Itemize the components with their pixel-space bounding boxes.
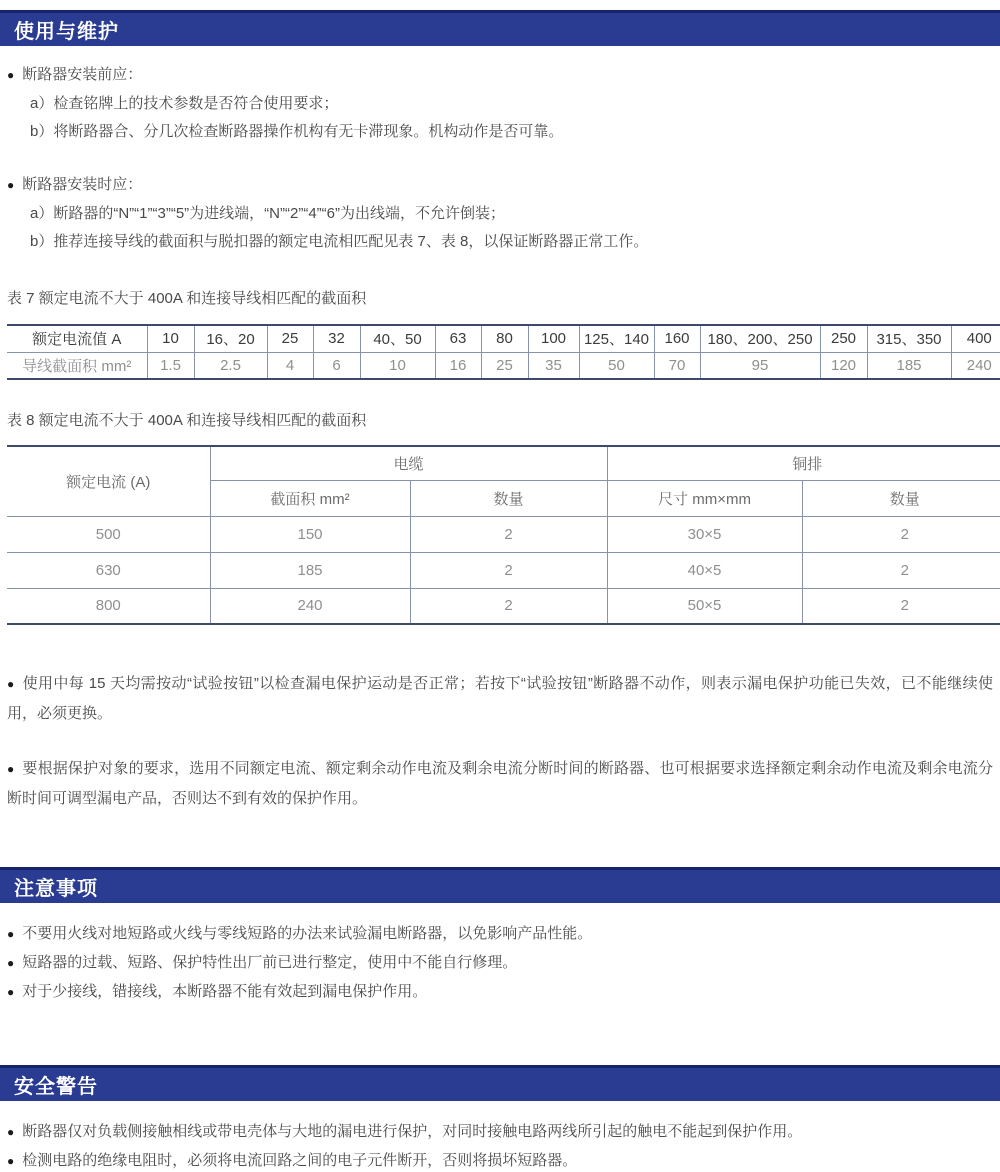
table8-header-cable: 电缆 <box>210 446 607 480</box>
notes-content <box>0 923 1000 1003</box>
table7 <box>7 324 1000 380</box>
table7-row-label: 额定电流值 A <box>7 325 147 352</box>
sub-item-a: a）检查铭牌上的技术参数是否符合使用要求； <box>30 95 339 112</box>
table8-cell: 185 <box>210 552 410 588</box>
table8-cell: 2 <box>802 516 1000 552</box>
table7-cell: 400 <box>951 325 1000 352</box>
test-button-paragraph <box>7 669 993 728</box>
table8-cell: 40×5 <box>607 552 802 588</box>
table8-group-header-row <box>7 446 1000 480</box>
note-text: 短路器的过载、短路、保护特性出厂前已进行整定，使用中不能自行修理。 <box>22 954 518 971</box>
note-item <box>7 923 993 945</box>
table7-cell: 2.5 <box>194 352 267 379</box>
table7-cell: 250 <box>820 325 867 352</box>
section-title-warning: 安全警告 <box>14 1076 98 1098</box>
bullet-line <box>7 174 993 196</box>
table8-row <box>7 552 1000 588</box>
note-item <box>7 952 993 974</box>
table7-row-label: 导线截面积 mm² <box>7 352 147 379</box>
bullet-icon: ● <box>7 985 15 999</box>
table8-header-busbar: 铜排 <box>607 446 1000 480</box>
table7-cell: 70 <box>654 352 700 379</box>
table7-caption: 表 7 额定电流不大于 400A 和连接导线相匹配的截面积 <box>7 290 367 307</box>
table7-cell: 160 <box>654 325 700 352</box>
section-header-notes <box>0 867 1000 903</box>
table8-cell: 2 <box>410 552 607 588</box>
install-during-block <box>7 174 993 252</box>
table8-cell: 630 <box>7 552 210 588</box>
table8-cell: 2 <box>410 588 607 624</box>
table7-cell: 4 <box>267 352 313 379</box>
table8-header-cable-area: 截面积 mm² <box>210 480 410 516</box>
sub-item-b: b）推荐连接导线的截面积与脱扣器的额定电流相匹配见表 7、表 8，以保证断路器正常工作。 <box>30 233 649 250</box>
table7-cell: 180、200、250 <box>700 325 820 352</box>
note-item <box>7 981 993 1003</box>
bullet-icon: ● <box>7 1154 15 1168</box>
table8-cell: 2 <box>410 516 607 552</box>
note-text: 不要用火线对地短路或火线与零线短路的办法来试验漏电断路器，以免影响产品性能。 <box>22 925 593 942</box>
table8-header-cable-qty: 数量 <box>410 480 607 516</box>
table8-cell: 2 <box>802 552 1000 588</box>
table7-cell: 95 <box>700 352 820 379</box>
table7-header-row <box>7 325 1000 352</box>
section-title-notes: 注意事项 <box>14 878 98 900</box>
table8-row <box>7 588 1000 624</box>
table7-cell: 185 <box>867 352 951 379</box>
table7-cell: 50 <box>579 352 654 379</box>
bullet-icon: ● <box>7 68 15 82</box>
table8-header-busbar-qty: 数量 <box>802 480 1000 516</box>
table7-cell: 240 <box>951 352 1000 379</box>
table7-cell: 63 <box>435 325 481 352</box>
table8-header-current: 额定电流 (A) <box>7 446 210 516</box>
bullet-line <box>7 64 993 86</box>
bullet-lead-text: 断路器安装时应： <box>22 176 143 193</box>
table8-cell: 30×5 <box>607 516 802 552</box>
table8-header-busbar-size: 尺寸 mm×mm <box>607 480 802 516</box>
table8-cell: 50×5 <box>607 588 802 624</box>
bullet-lead-text: 断路器安装前应： <box>22 66 143 83</box>
table7-cell: 100 <box>528 325 579 352</box>
table8-cell: 800 <box>7 588 210 624</box>
table7-cell: 25 <box>267 325 313 352</box>
table8 <box>7 445 1000 625</box>
table7-cell: 1.5 <box>147 352 194 379</box>
install-before-block <box>7 64 993 142</box>
table7-cell: 32 <box>313 325 360 352</box>
bullet-icon: ● <box>7 1125 15 1139</box>
paragraph-text: 要根据保护对象的要求，选用不同额定电流、额定剩余动作电流及剩余电流分断时间的断路器、也可根据要求选择额定剩余动作电流及剩余电流分断时间可调型漏电产品，否则达不到有效的保护作用。 <box>7 760 993 807</box>
manual-page <box>0 10 1000 1169</box>
paragraph-text: 使用中每 15 天均需按动“试验按钮”以检查漏电保护运动是否正常；若按下“试验按钮”断路器不动作，则表示漏电保护功能已失效，已不能继续使用，必须更换。 <box>7 675 993 722</box>
section-title-usage: 使用与维护 <box>14 21 119 43</box>
bullet-icon: ● <box>7 927 15 941</box>
table7-cell: 80 <box>481 325 528 352</box>
table7-value-row <box>7 352 1000 379</box>
table7-cell: 10 <box>360 352 435 379</box>
table7-cell: 125、140 <box>579 325 654 352</box>
table7-cell: 6 <box>313 352 360 379</box>
selection-paragraph <box>7 754 993 813</box>
usage-content <box>0 64 1000 813</box>
table7-cell: 16、20 <box>194 325 267 352</box>
table7-cell: 120 <box>820 352 867 379</box>
table7-cell: 315、350 <box>867 325 951 352</box>
bullet-icon: ● <box>7 956 15 970</box>
warning-text: 检测电路的绝缘电阻时，必须将电流回路之间的电子元件断开，否则将损坏短路器。 <box>22 1152 578 1169</box>
table8-cell: 240 <box>210 588 410 624</box>
table7-cell: 16 <box>435 352 481 379</box>
sub-item-b: b）将断路器合、分几次检查断路器操作机构有无卡滞现象。机构动作是否可靠。 <box>30 123 564 140</box>
note-text: 对于少接线，错接线，本断路器不能有效起到漏电保护作用。 <box>22 983 428 1000</box>
table8-cell: 2 <box>802 588 1000 624</box>
bullet-icon: ● <box>7 762 15 776</box>
section-header-warning <box>0 1065 1000 1101</box>
table8-row <box>7 516 1000 552</box>
bullet-icon: ● <box>7 178 15 192</box>
table8-cell: 150 <box>210 516 410 552</box>
warning-content <box>0 1121 1000 1172</box>
table7-cell: 40、50 <box>360 325 435 352</box>
sub-item-a: a）断路器的“N”“1”“3”“5”为进线端，“N”“2”“4”“6”为出线端，不允许倒装； <box>30 205 505 222</box>
section-header-usage <box>0 10 1000 46</box>
table7-cell: 25 <box>481 352 528 379</box>
table8-cell: 500 <box>7 516 210 552</box>
table7-cell: 35 <box>528 352 579 379</box>
bullet-icon: ● <box>7 677 15 691</box>
warning-item <box>7 1150 993 1172</box>
table8-caption: 表 8 额定电流不大于 400A 和连接导线相匹配的截面积 <box>7 412 367 429</box>
table7-cell: 10 <box>147 325 194 352</box>
warning-text: 断路器仅对负载侧接触相线或带电壳体与大地的漏电进行保护，对同时接触电路两线所引起的触电不能起到保护作用。 <box>22 1123 803 1140</box>
warning-item <box>7 1121 993 1143</box>
